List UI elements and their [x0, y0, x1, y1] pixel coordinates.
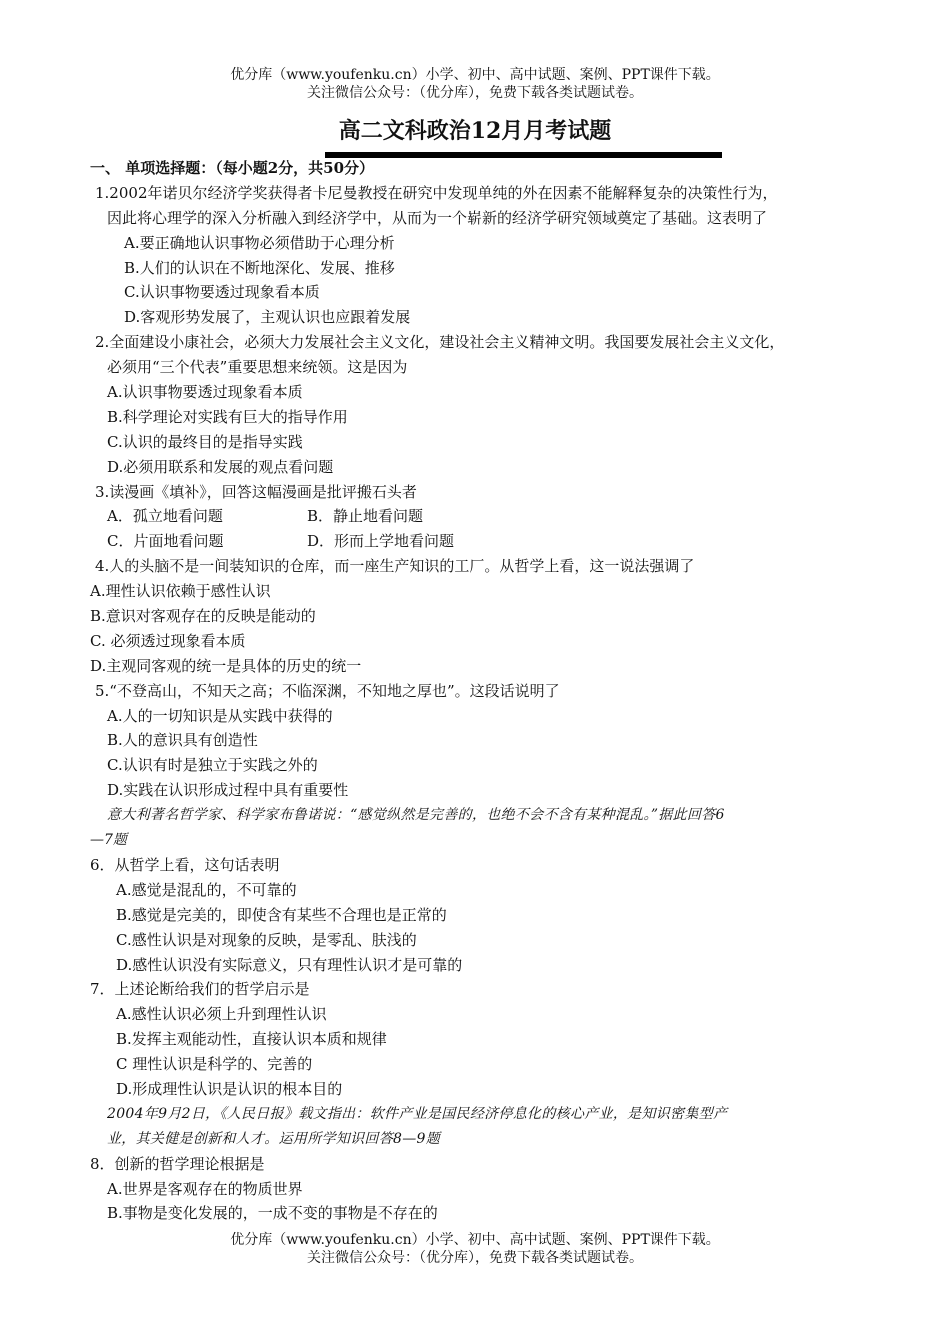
- passage-1: 意大利著名哲学家、科学家布鲁诺说：“感觉纵然是完善的，也绝不会不含有某种混乱。”据此回答6: [107, 807, 725, 824]
- passage-1-cont: —7题: [90, 832, 127, 849]
- q2-option-a: A.认识事物要透过现象看本质: [107, 383, 303, 402]
- q3-options-row-1: [90, 504, 870, 529]
- q6-option-a: A.感觉是混乱的，不可靠的: [116, 880, 297, 899]
- q4-option-d: D.主观同客观的统一是具体的历史的统一: [90, 656, 362, 675]
- q8-option-a: A.世界是客观存在的物质世界: [107, 1179, 303, 1198]
- q3-option-d: D．形而上学地看问题: [307, 532, 455, 551]
- q6-option-d: D.感性认识没有实际意义，只有理性认识才是可靠的: [116, 955, 463, 974]
- q7-option-d: D.形成理性认识是认识的根本目的: [116, 1079, 343, 1098]
- q2-text-cont: 必须用“三个代表”重要思想来统领。这是因为: [107, 358, 408, 377]
- q3-option-c: C．片面地看问题: [107, 532, 224, 551]
- q1-option-b: B.人们的认识在不断地深化、发展、推移: [124, 258, 395, 277]
- q4-option-b: B.意识对客观存在的反映是能动的: [90, 607, 316, 626]
- footer-line-1: 优分库（www.youfenku.cn）小学、初中、高中试题、案例、PPT课件下载。: [230, 1232, 720, 1248]
- header-line-2: 关注微信公众号：（优分库），免费下载各类试题试卷。: [307, 85, 643, 101]
- q8-option-b: B.事物是变化发展的，一成不变的事物是不存在的: [107, 1204, 438, 1223]
- exam-body: [90, 156, 870, 1226]
- header-line-1: 优分库（www.youfenku.cn）小学、初中、高中试题、案例、PPT课件下载。: [230, 67, 720, 83]
- page-title: 高二文科政治12月月考试题: [338, 118, 612, 144]
- q3-option-a: A．孤立地看问题: [107, 507, 223, 526]
- q2-option-c: C.认识的最终目的是指导实践: [107, 432, 303, 451]
- q7-text: 7．上述论断给我们的哲学启示是: [90, 980, 310, 999]
- q7-option-a: A.感性认识必须上升到理性认识: [116, 1005, 327, 1024]
- q6-text: 6．从哲学上看，这句话表明: [90, 855, 280, 874]
- q5-option-c: C.认识有时是独立于实践之外的: [107, 756, 318, 775]
- section-heading: 一、 单项选择题：（每小题2分，共50分）: [90, 159, 375, 177]
- q2-option-b: B.科学理论对实践有巨大的指导作用: [107, 407, 348, 426]
- q6-option-c: C.感性认识是对现象的反映，是零乱、肤浅的: [116, 930, 417, 949]
- q1-option-d: D.客观形势发展了，主观认识也应跟着发展: [124, 308, 411, 327]
- q4-text: 4.人的头脑不是一间装知识的仓库，而一座生产知识的工厂。从哲学上看，这一说法强调了: [95, 557, 695, 576]
- q7-option-c: C 理性认识是科学的、完善的: [116, 1055, 313, 1074]
- q2-text: 2.全面建设小康社会，必须大力发展社会主义文化，建设社会主义精神文明。我国要发展社会主义文化，: [95, 333, 785, 352]
- q3-option-b: B．静止地看问题: [307, 507, 424, 526]
- q1-option-a: A.要正确地认识事物必须借助于心理分析: [124, 233, 395, 252]
- q4-option-c: C. 必须透过现象看本质: [90, 631, 246, 650]
- q2-option-d: D.必须用联系和发展的观点看问题: [107, 457, 334, 476]
- q7-option-b: B.发挥主观能动性，直接认识本质和规律: [116, 1030, 387, 1049]
- passage-2: 2004年9月2日，《人民日报》载文指出：软件产业是国民经济停息化的核心产业，是知识密集型产: [107, 1105, 728, 1122]
- q5-option-a: A.人的一切知识是从实践中获得的: [107, 706, 333, 725]
- q1-text: 1.2002年诺贝尔经济学奖获得者卡尼曼教授在研究中发现单纯的外在因素不能解释复杂的决策性行为，: [95, 183, 778, 202]
- q8-text: 8．创新的哲学理论根据是: [90, 1154, 265, 1173]
- footer-line-2: 关注微信公众号：（优分库），免费下载各类试题试卷。: [307, 1250, 643, 1266]
- q4-option-a: A.理性认识依赖于感性认识: [90, 582, 271, 601]
- q3-text: 3.读漫画《填补》，回答这幅漫画是批评搬石头者: [95, 482, 417, 501]
- q5-text: 5.“不登高山，不知天之高；不临深渊，不知地之厚也”。这段话说明了: [95, 681, 560, 700]
- q5-option-d: D.实践在认识形成过程中具有重要性: [107, 781, 349, 800]
- q1-option-c: C.认识事物要透过现象看本质: [124, 283, 320, 302]
- q1-text-cont: 因此将心理学的深入分析融入到经济学中，从而为一个崭新的经济学研究领域奠定了基础。这表明了: [107, 208, 768, 227]
- q5-option-b: B.人的意识具有创造性: [107, 731, 258, 750]
- passage-2-cont: 业，其关健是创新和人才。运用所学知识回答8—9题: [107, 1130, 441, 1147]
- q3-options-row-2: [90, 529, 870, 554]
- q6-option-b: B.感觉是完美的，即使含有某些不合理也是正常的: [116, 905, 447, 924]
